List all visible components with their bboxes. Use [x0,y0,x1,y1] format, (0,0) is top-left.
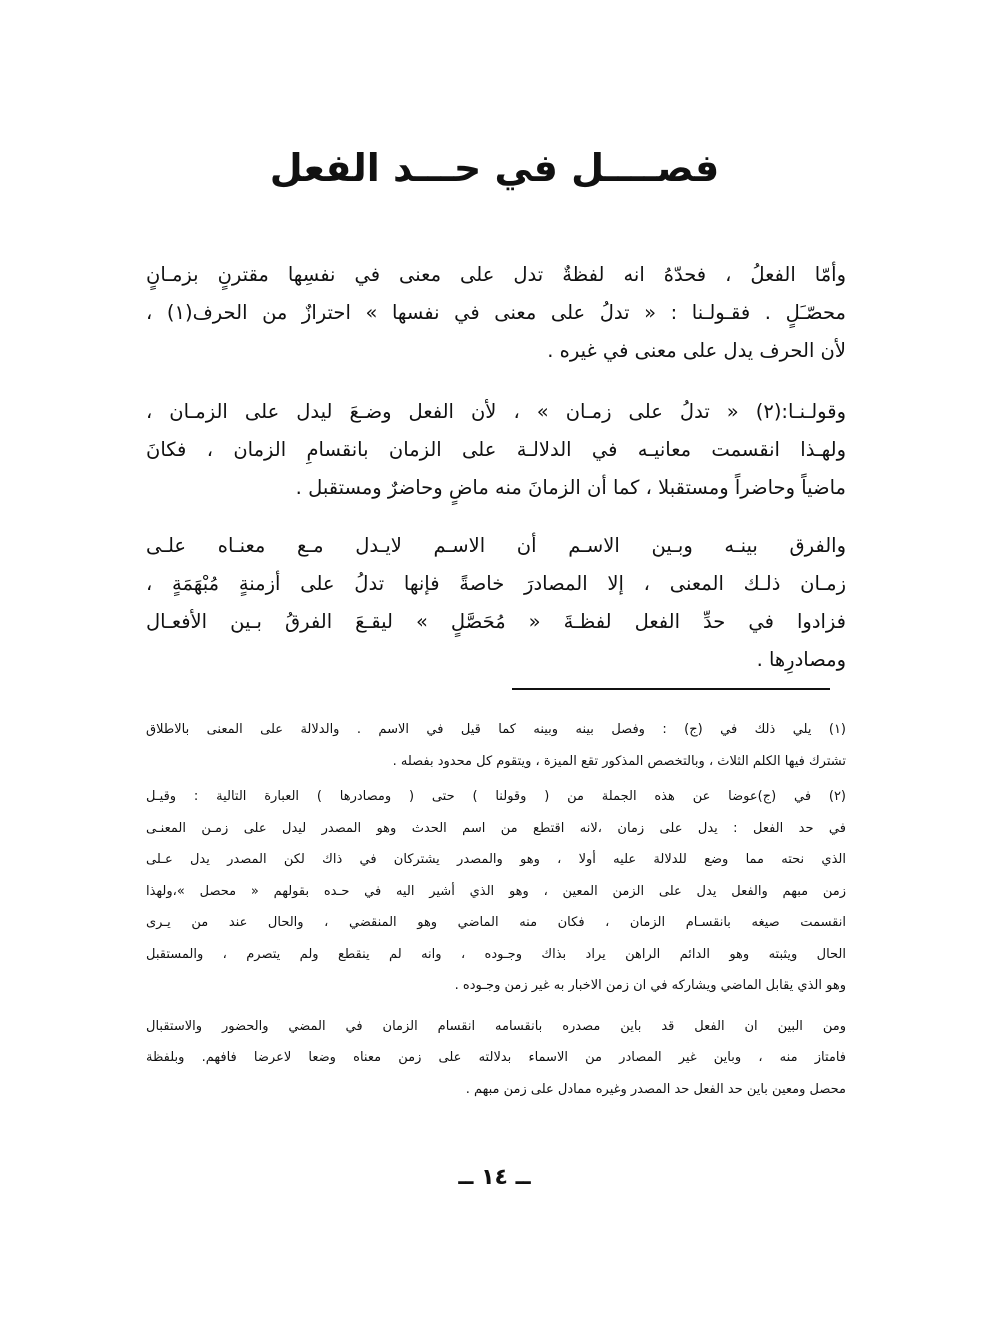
text-line: فزادوا في حدِّ الفعل لفظـةَ « مُحَصَّلٍ » ليقـعَ الفرقُ بـين الأفعـال [146,610,846,633]
text-line: محصّـَلٍ . فقـولـنا : « تدلُ على معنى في نفسها » احترازٌ من الحرف(١) ، [146,301,846,324]
paragraph-verb-definition [146,256,846,370]
text-line: ومصادرِها . [756,648,846,671]
footnote-1-line: (١) يلي ذلك في (ج) : وفصل بينه وبينه كما قيل في الاسم . والدلالة على المعنى بالاطلاق [146,722,846,737]
footnote-2-line: زمن مبهم والفعل يدل على الزمن المعين ، وهو الذي أشير اليه في حـده بقولهم « محصل »،ولهذا [146,883,846,899]
footnote-divider [512,688,830,690]
text-line: ماضياً وحاضراً ومستقبلا ، كما أن الزمانَ منه ماضٍ وحاضرٌ ومستقبل . [295,476,846,499]
paragraph-verb-time [146,393,846,507]
footnote-2-line: في حد الفعل : يدل على زمان ،لانه اقتطع من اسم الحدث وهو المصدر ليدل على زمـن المعنـى [146,820,846,836]
text-line: ولهـذا انقسمت معانيـه في الدلالـة على الزمان بانقسامِ الزمان ، فكانَ [146,438,846,461]
text-line: زمـان ذلـك المعنى ، إلا المصادرَ خاصةً فإنها تدلُ على أزمنةٍ مُبْهَمَةٍ ، [146,572,846,595]
page-number: ــ ١٤ ــ [458,1165,531,1190]
paragraph-verb-noun-difference [146,527,846,679]
text-line: وأمّا الفعلُ ، فحدّهُ انه لفظةٌ تدل على معنى في نفسِها مقترنٍ بزمـانٍ [146,263,846,286]
text-line: وقولـنـا:(٢) « تدلُ على زمـان » ، لأن الفعل وضـعَ ليدل على الزمـان ، [146,400,846,423]
footnote-2-continuation-line: فامتاز منه ، وباين غير المصادر من الاسماء بدلالته على زمن معناه وضعا لاعرضا فافهم. وبلفظة [146,1050,846,1065]
footnote-2-line: الذي نحته مما وضع للدلالة عليه أولا ، وهو والمصدر يشتركان في ذاك لكن المصدر يدل عـلى [146,852,846,867]
footnote-1-line: تشترك فيها الكلم الثلاث ، وبالتخصص المذكور تقع الميزة ، ويتقوم كل محدود بفصله . [392,753,846,769]
spacer [146,1002,846,1011]
footnote-2-continuation-line: ومن البين ان الفعل قد باين مصدره بانقسامه انقسام الزمان في المضي والحضور والاستقبال [146,1018,846,1034]
footnote-2-continuation-line: محصل ومعين باين حد الفعل حد المصدر وغيره ممادل على زمن مبهم . [465,1081,846,1097]
text-line: والفرق بينـه وبـين الاسـم أن الاسـم لايـدل مـع معنـاه علـى [146,534,846,557]
footnote-2-line: انقسمت صيغه بانقسـام الزمان ، فكان منه الماضي وهو المنقضي ، والحال عند من يـرى [146,915,846,930]
text-line: لأن الحرف يدل على معنى في غيره . [547,339,846,362]
footnote-2-line: (٢) في (ج)عوضا عن هذه الجملة من ( وقولنا ) حتى ( ومصادرها ) العبارة التالية : وقيـل [146,789,846,804]
chapter-title: فصــــل في حـــد الفعل [269,146,720,190]
footnote-2-line: وهو الذي يقابل الماضي ويشاركه في ان زمن الاخبار به غير زمن وجـوده . [454,978,846,993]
footnote-2-line: الحال ويثبته وهو الدائم الراهن يراد بذاك وجـوده ، وانه لم ينقطع ولم يتصرم ، والمستقبل [146,946,846,962]
footnotes [146,714,846,1105]
